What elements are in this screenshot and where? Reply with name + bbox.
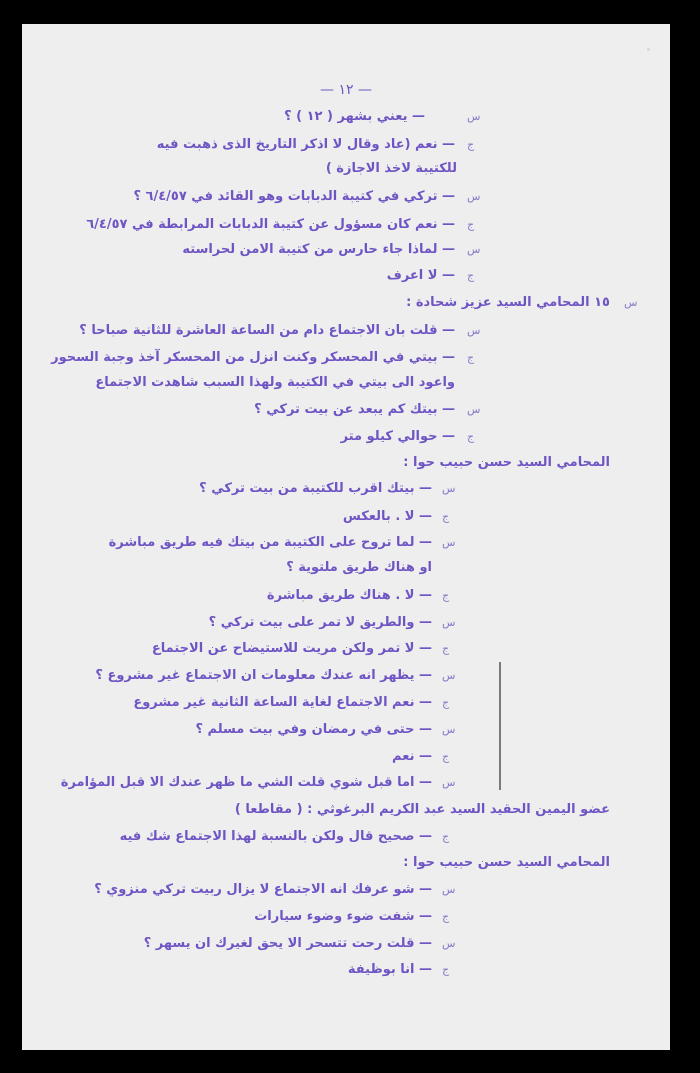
transcript-line: المحامي السيد حسن حبيب حوا : <box>403 855 610 870</box>
transcript-line: — لا تمر ولكن مريت للاستيضاح عن الاجتماع <box>151 641 432 656</box>
line-marker: س <box>467 403 481 416</box>
transcript-line: — لماذا جاء حارس من كتيبة الامن لحراسته <box>182 242 455 257</box>
transcript-line: — تركي في كتيبة الدبابات وهو القائد في ٦/٤/٥٧ ؟ <box>133 189 455 204</box>
line-marker: س <box>442 482 456 495</box>
transcript-line: — قلت بان الاجتماع دام من الساعة العاشرة للثانية صباحا ؟ <box>79 323 455 338</box>
transcript-line: عضو اليمين الحقيد السيد عبد الكريم البرغوثي : ( مقاطعا ) <box>234 802 610 817</box>
transcript-line: — نعم <box>392 749 432 764</box>
line-marker: س <box>442 776 456 789</box>
line-marker: ج <box>467 269 475 282</box>
line-marker: ج <box>442 830 450 843</box>
line-marker: س <box>467 110 481 123</box>
line-marker: س <box>442 669 456 682</box>
line-marker: ج <box>442 510 450 523</box>
transcript-line: واعود الى بيتي في الكتيبة ولهذا السبب شاهدت الاجتماع <box>95 375 455 390</box>
transcript-line: للكتيبة لاخذ الاجازة ) <box>325 161 457 176</box>
transcript-line: — حتى في رمضان وفي بيت مسلم ؟ <box>195 722 432 737</box>
transcript-line: — صحيح قال ولكن بالنسبة لهذا الاجتماع شك فيه <box>119 829 432 844</box>
transcript-line: — لا اعرف <box>386 268 455 283</box>
transcript-line: — حوالي كيلو متر <box>340 429 455 444</box>
transcript-line: — لما تروح على الكتيبة من بيتك فيه طريق مباشرة <box>108 535 432 550</box>
transcript-line: — بيتي في المحسكر وكنت انزل من المحسكر آخذ وجبة السحور <box>51 350 455 365</box>
paper-speck <box>647 48 650 51</box>
margin-vertical-line <box>499 662 501 790</box>
transcript-line: — لا . بالعكس <box>342 509 432 524</box>
document-page <box>22 24 670 1050</box>
transcript-line: ١٥ المحامي السيد عزيز شحادة : <box>406 295 610 310</box>
line-marker: ج <box>442 750 450 763</box>
page-number: — ١٢ — <box>320 82 372 98</box>
line-marker: ج <box>442 910 450 923</box>
line-marker: س <box>467 243 481 256</box>
transcript-line: — بيتك اقرب للكتيبة من بيت تركي ؟ <box>199 481 432 496</box>
line-marker: ج <box>442 589 450 602</box>
transcript-line: المحامي السيد حسن حبيب حوا : <box>403 455 610 470</box>
line-marker: ج <box>467 138 475 151</box>
transcript-line: — قلت رحت تتسحر الا يحق لغيرك ان يسهر ؟ <box>143 936 432 951</box>
line-marker: س <box>467 324 481 337</box>
line-marker: س <box>442 883 456 896</box>
line-marker: س <box>442 723 456 736</box>
line-marker: ج <box>442 696 450 709</box>
transcript-line: — يعني بشهر ( ١٢ ) ؟ <box>284 109 425 124</box>
line-marker: ج <box>442 642 450 655</box>
line-marker: ج <box>467 430 475 443</box>
line-marker: ج <box>467 218 475 231</box>
line-marker: س <box>442 937 456 950</box>
transcript-line: — نعم الاجتماع لغاية الساعة الثانية غير مشروع <box>133 695 432 710</box>
transcript-line: — انا بوظيفة <box>347 962 432 977</box>
line-marker: ج <box>442 963 450 976</box>
transcript-line: — بيتك كم يبعد عن بيت تركي ؟ <box>254 402 455 417</box>
line-marker: س <box>442 536 456 549</box>
line-marker: ج <box>467 351 475 364</box>
line-marker: س <box>467 190 481 203</box>
transcript-line: — اما قبل شوي قلت الشي ما ظهر عندك الا قبل المؤامرة <box>60 775 432 790</box>
transcript-line: — والطريق لا تمر على بيت تركي ؟ <box>208 615 432 630</box>
transcript-line: — شفت ضوء وضوء سيارات <box>254 909 432 924</box>
transcript-line: — نعم كان مسؤول عن كتيبة الدبابات المرابطة في ٦/٤/٥٧ <box>86 217 455 232</box>
transcript-line: — شو عرفك انه الاجتماع لا يزال ربيت تركي منزوي ؟ <box>94 882 432 897</box>
line-marker: س <box>442 616 456 629</box>
transcript-line: او هناك طريق ملتوية ؟ <box>286 560 432 575</box>
line-marker: س <box>624 296 638 309</box>
transcript-line: — يظهر انه عندك معلومات ان الاجتماع غير مشروع ؟ <box>95 668 432 683</box>
transcript-line: — لا . هناك طريق مباشرة <box>266 588 432 603</box>
transcript-line: — نعم (عاد وقال لا اذكر التاريخ الذى ذهبت فيه <box>156 137 455 152</box>
